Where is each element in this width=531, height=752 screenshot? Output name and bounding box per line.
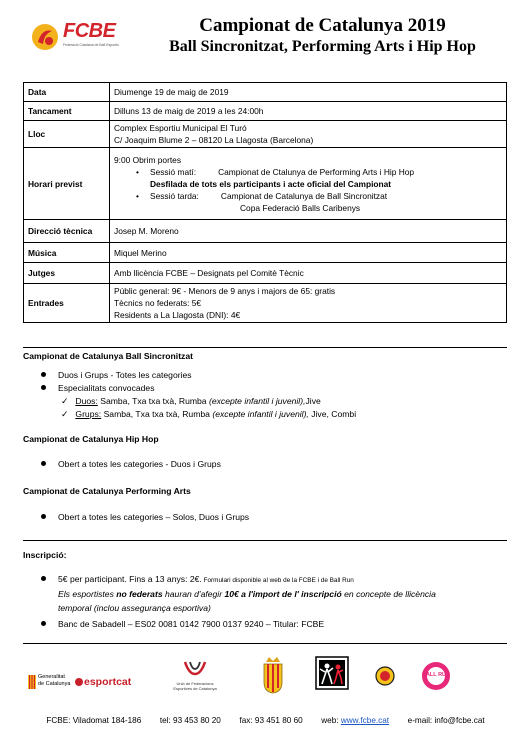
generalitat-text [38, 674, 70, 688]
ballrun-text: BALL RUN [421, 672, 450, 678]
dancers-logo-icon [315, 656, 349, 690]
table-row [24, 148, 507, 220]
ufec-line: Esportives de Catalunya [173, 686, 217, 691]
bullet-icon [41, 576, 46, 581]
row-value: Josep M. Moreno [110, 220, 507, 243]
session-label: Sessió matí: [150, 166, 197, 177]
list-item [41, 369, 192, 381]
bullet-icon [41, 461, 46, 466]
esportcat-text: esportcat [84, 676, 132, 688]
list-item [41, 511, 249, 523]
list-item-text: Especialitats convocades [58, 383, 155, 393]
hiphop-heading: Campionat de Catalunya Hip Hop [23, 434, 159, 444]
row-label: Direcció tècnica [24, 220, 110, 243]
fee-note-part: en concepte de llicència [341, 589, 436, 599]
ufec-text [160, 681, 230, 691]
session-label: Sessió tarda: [150, 190, 199, 201]
sincro-heading: Campionat de Catalunya Ball Sincronitzat [23, 351, 193, 361]
duos-text: Samba, Txa txa txà, Rumba [97, 396, 209, 406]
lloc-line: Complex Esportiu Municipal El Turó [114, 123, 247, 133]
fcbe-logo-tagline: Federació Catalana de Ball Esportiu [63, 43, 120, 47]
bullet-icon [41, 372, 46, 377]
club-badge-icon [375, 666, 395, 686]
fee-note-line: temporal (inclou assegurança esportiva) [58, 603, 211, 613]
lloc-line: C/ Joaquim Blume 2 – 08120 La Llagosta (Barcelona) [114, 135, 314, 145]
footer-address: FCBE: Viladomat 184-186 [46, 716, 142, 725]
row-value: Dilluns 13 de maig de 2019 a les 24:00h [110, 102, 507, 121]
table-row [24, 243, 507, 263]
website-link[interactable]: www.fcbe.cat [340, 716, 390, 725]
list-item [41, 458, 221, 470]
horari-line: • Sessió tarda: Campionat de Catalunya de Ball Sincronitzat [136, 190, 388, 201]
row-label: Jutges [24, 263, 110, 284]
horari-line: 9:00 Obrim portes [114, 154, 182, 165]
list-item [61, 395, 321, 407]
horari-line: Copa Federació Balls Caribenys [240, 202, 361, 213]
row-label: Lloc [24, 121, 110, 148]
table-row [24, 83, 507, 102]
page-title: Campionat de Catalunya 2019 [199, 15, 446, 36]
bullet-icon [41, 514, 46, 519]
fee-note-line [58, 588, 436, 600]
horari-line: Desfilada de tots els participants i acte oficial del Campionat [150, 178, 392, 189]
entrades-line: Tècnics no federats: 5€ [114, 298, 202, 308]
duos-label: Duos: [75, 396, 98, 406]
generalitat-line: de Catalunya [38, 681, 71, 687]
list-item [41, 573, 354, 587]
checkmark-icon: ✓ [61, 409, 69, 419]
grups-text: Samba, Txa txa txà, Rumba [101, 409, 213, 419]
table-row [24, 284, 507, 323]
performing-heading: Campionat de Catalunya Performing Arts [23, 486, 191, 496]
horari-line: • Sessió matí: Campionat de Ctalunya de Performing Arts i Hip Hop [136, 166, 415, 177]
list-item [41, 382, 155, 394]
row-value [110, 148, 507, 220]
list-item [41, 618, 324, 630]
grups-end: Jive, Combi [308, 409, 357, 419]
bullet-icon [41, 385, 46, 390]
generalitat-logo [28, 674, 78, 690]
row-label: Entrades [24, 284, 110, 323]
table-row [24, 220, 507, 243]
footer-tel: tel: 93 453 80 20 [159, 716, 221, 725]
senyera-icon [28, 675, 36, 689]
table-row [24, 121, 507, 148]
fcbe-logo [30, 20, 122, 56]
session-value: Campionat de Catalunya de Ball Sincronitzat [220, 190, 388, 201]
session-value: Campionat de Ctalunya de Performing Arts i Hip Hop [218, 166, 415, 177]
row-value: Diumenge 19 de maig de 2019 [110, 83, 507, 102]
section-divider [23, 347, 507, 348]
inscripcio-heading: Inscripció: [23, 550, 67, 560]
fee-note-part: Els esportistes [58, 589, 117, 599]
bullet-icon [41, 621, 46, 626]
section-divider [23, 643, 507, 644]
fee-note-part: hauran d'afegir [162, 589, 225, 599]
ufec-emblem-icon [183, 660, 207, 676]
row-value: Amb llicència FCBE – Designats pel Comitè Tècnic [110, 263, 507, 284]
row-label: Data [24, 83, 110, 102]
ballrun-logo [420, 660, 452, 692]
table-row [24, 102, 507, 121]
form-note: Formulari disponible al web de la FCBE i de Ball Run [201, 577, 354, 584]
footer-email: e-mail: info@fcbe.cat [407, 716, 485, 725]
fcbe-logo-text: FCBE [63, 20, 116, 42]
checkmark-icon: ✓ [61, 396, 69, 406]
fee-text: 5€ per participant. Fins a 13 anys: 2€. [58, 574, 202, 584]
fee-note-bold: no federats [116, 589, 163, 599]
row-label: Tancament [24, 102, 110, 121]
ufec-line: Unió de Federacions [176, 681, 214, 686]
entrades-line: Residents a La Llagosta (DNI): 4€ [114, 310, 241, 320]
llagosta-coat-of-arms-icon [262, 656, 284, 694]
event-info-table [23, 82, 507, 323]
grups-note: (excepte infantil i juvenil), [212, 409, 309, 419]
row-value: Miquel Merino [110, 243, 507, 263]
duos-end: Jive [305, 396, 321, 406]
entrades-line: Públic general: 9€ - Menors de 9 anys i majors de 65: gratis [114, 286, 336, 296]
duos-note: (excepte infantil i juvenil), [208, 396, 306, 406]
esportcat-dot-icon [75, 678, 83, 686]
row-value [110, 284, 507, 323]
list-item-text: Obert a totes les categories – Solos, Duos i Grups [58, 512, 250, 522]
footer-fax: fax: 93 451 80 60 [239, 716, 303, 725]
row-label: Horari previst [24, 148, 110, 220]
ufec-logo [160, 660, 230, 692]
footer [0, 716, 531, 725]
page-subtitle: Ball Sincronitzat, Performing Arts i Hip Hop [169, 38, 476, 55]
list-item [61, 408, 356, 420]
grups-label: Grups: [75, 409, 102, 419]
generalitat-line: Generalitat [38, 674, 65, 680]
list-item-text: Duos i Grups - Totes les categories [58, 370, 192, 380]
bank-text: Banc de Sabadell – ES02 0081 0142 7900 0137 9240 – Titular: FCBE [58, 619, 325, 629]
row-label: Música [24, 243, 110, 263]
row-value [110, 121, 507, 148]
list-item-text: Obert a totes les categories - Duos i Grups [58, 459, 221, 469]
fee-note-bold: 10€ a l'import de l' inscripció [224, 589, 342, 599]
fcbe-emblem-icon [30, 22, 60, 52]
esportcat-logo [75, 676, 131, 688]
table-row [24, 263, 507, 284]
section-divider [23, 540, 507, 541]
footer-web-label: web: [321, 716, 341, 725]
